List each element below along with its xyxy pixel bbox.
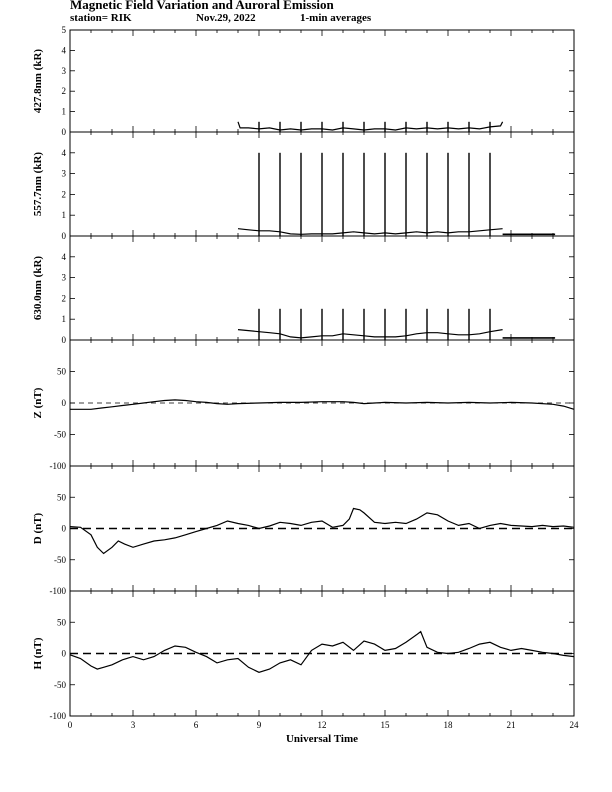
x-tick-label: 6 [193, 720, 199, 730]
y-tick-label: 4 [61, 147, 66, 158]
y-tick-label: 1 [61, 210, 66, 221]
y-tick-label: 0 [61, 335, 66, 345]
x-axis-label: Universal Time [285, 733, 359, 745]
y-tick-label: 3 [61, 272, 66, 283]
x-tick-label: 21 [506, 720, 516, 730]
y-tick-label: -50 [54, 679, 66, 690]
y-tick-label: 2 [61, 86, 66, 97]
y-axis-label: 630.0nm (kR) [32, 255, 44, 321]
x-tick-label: 15 [380, 720, 390, 730]
y-tick-label: 4 [61, 251, 66, 262]
station-label: station= RIK [70, 12, 132, 24]
y-tick-label: -100 [49, 461, 66, 471]
y-tick-label: -100 [49, 586, 66, 596]
chart-title: Magnetic Field Variation and Auroral Emission [70, 0, 334, 12]
x-tick-label: 12 [317, 720, 327, 730]
y-tick-label: 0 [61, 648, 66, 659]
panel-frame [70, 30, 574, 132]
y-tick-label: -50 [54, 554, 66, 565]
y-tick-label: -100 [49, 711, 66, 721]
y-tick-label: -50 [54, 429, 66, 440]
y-tick-label: 2 [61, 189, 66, 200]
x-tick-label: 3 [130, 720, 136, 730]
y-tick-label: 0 [61, 127, 66, 137]
x-tick-label: 9 [256, 720, 262, 730]
y-tick-label: 4 [61, 45, 66, 56]
y-axis-label: 557.7nm (kR) [32, 151, 44, 217]
x-tick-label: 24 [569, 720, 579, 730]
y-tick-label: 3 [61, 168, 66, 179]
y-tick-label: 50 [57, 617, 66, 628]
x-tick-label: 18 [443, 720, 453, 730]
data-series-line [238, 229, 503, 235]
y-axis-label: 427.8nm (kR) [32, 48, 44, 114]
averaging-label: 1-min averages [300, 12, 372, 24]
date-label: Nov.29, 2022 [196, 12, 256, 24]
data-series-line [70, 400, 574, 409]
data-series-line [70, 509, 574, 554]
y-tick-label: 50 [57, 366, 66, 377]
y-tick-label: 5 [61, 25, 66, 35]
y-axis-label: D (nT) [32, 512, 44, 545]
data-series-line [70, 632, 574, 673]
data-series-line [238, 122, 503, 130]
y-tick-label: 3 [61, 65, 66, 76]
data-series-line [238, 330, 503, 338]
y-tick-label: 1 [61, 106, 66, 117]
y-tick-label: 0 [61, 398, 66, 408]
y-tick-label: 0 [61, 231, 66, 241]
x-tick-label: 0 [67, 720, 73, 730]
y-axis-label: Z (nT) [32, 387, 44, 419]
y-tick-label: 0 [61, 523, 66, 534]
y-tick-label: 2 [61, 293, 66, 304]
y-axis-label: H (nT) [32, 637, 44, 670]
y-tick-label: 50 [57, 492, 66, 503]
y-tick-label: 1 [61, 314, 66, 325]
